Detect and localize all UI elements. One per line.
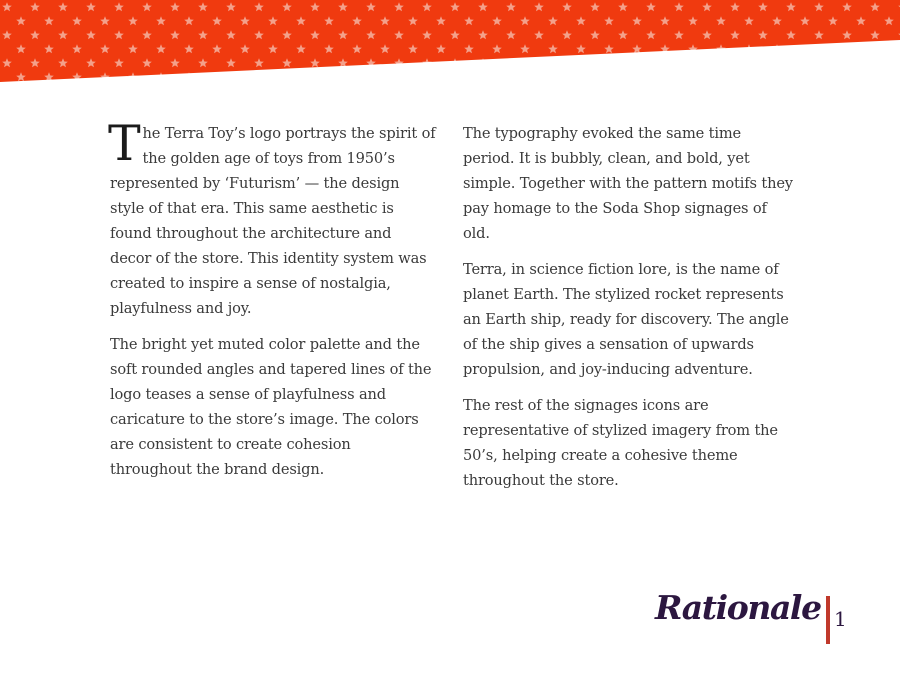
- right-paragraph-1: The typography evoked the same time period. It is bubbly, clean, and bold, yet simple. Together with the pattern motifs they pay homage to the Soda Shop signages of old.: [463, 125, 793, 242]
- page-number-divider: [826, 596, 830, 644]
- body-text-right-column: [463, 121, 793, 504]
- body-text-left-column: [108, 115, 436, 493]
- left-paragraph-2: The bright yet muted color palette and the soft rounded angles and tapered lines of the logo teases a sense of playfulness and caricature to the store’s image. The colors are consistent to create cohesion throughout the brand design.: [110, 336, 432, 478]
- page-number: 1: [834, 607, 847, 631]
- left-paragraph-1-text: he Terra Toy’s logo portrays the spirit of the golden age of toys from 1950’s represented by ‘Futurism’ — the design style of that era. This same aesthetic is found throughout the architecture and decor of the store. This identity system was created to inspire a sense of nostalgia, playfulness and joy.: [110, 125, 436, 317]
- left-paragraph-1: [108, 115, 436, 321]
- star-pattern-banner: [0, 0, 900, 90]
- right-paragraph-3: The rest of the signages icons are representative of stylized imagery from the 50’s, helping create a cohesive theme throughout the store.: [463, 397, 778, 489]
- section-title: Rationale: [655, 588, 821, 627]
- right-paragraph-2: Terra, in science fiction lore, is the name of planet Earth. The stylized rocket represents an Earth ship, ready for discovery. The angle of the ship gives a sensation of upwards propulsion, and joy-inducing adventure.: [463, 261, 789, 378]
- drop-cap: T: [108, 115, 141, 172]
